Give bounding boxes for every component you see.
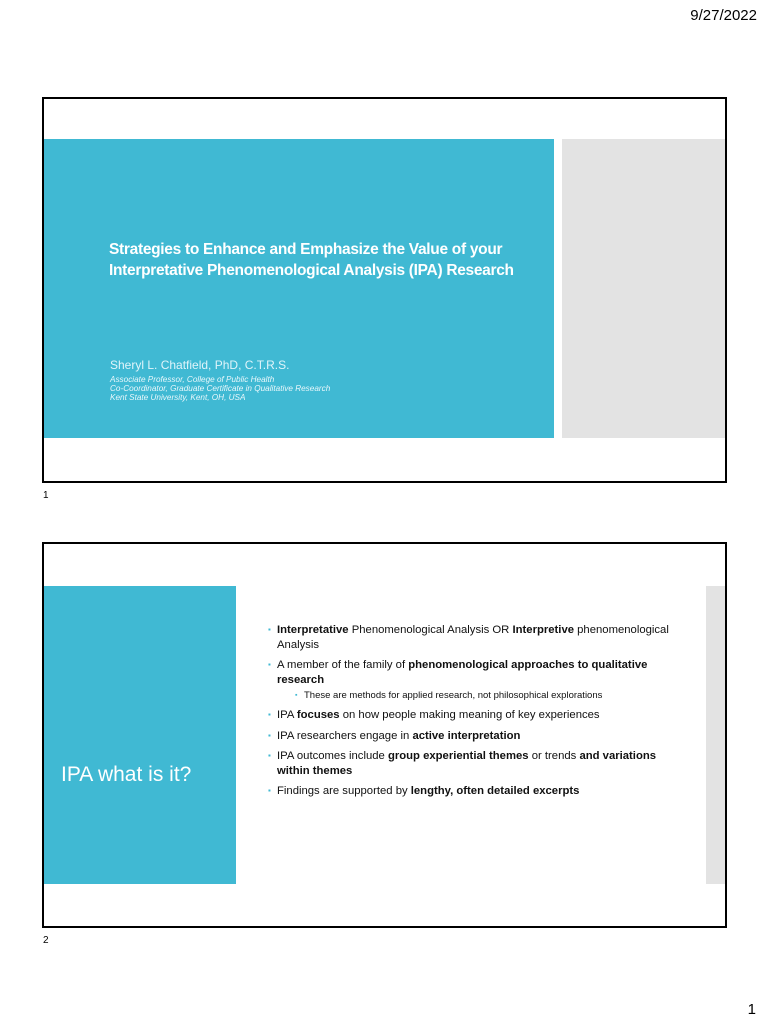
presentation-title: Strategies to Enhance and Emphasize the Value of your Interpretative Phenomenological Analysis (IPA) Research — [109, 241, 514, 279]
bold-text: Interpretative — [277, 624, 349, 636]
bullet-list — [268, 623, 688, 805]
bullet-icon: ▪ — [268, 751, 271, 760]
bold-text: phenomenological approaches to qualitative research — [277, 659, 648, 686]
bullet-icon: ▪ — [268, 625, 271, 634]
text: or trends — [528, 750, 580, 762]
bullet-icon: ▪ — [268, 710, 271, 719]
affiliation-line: Kent State University, Kent, OH, USA — [110, 393, 246, 402]
bold-text: active interpretation — [412, 729, 521, 742]
side-panel — [706, 586, 725, 884]
bold-text: and variations within themes — [277, 750, 657, 777]
bullet-item — [268, 623, 688, 652]
slide-2 — [42, 542, 727, 928]
bullet-item — [268, 749, 688, 778]
bullet-item — [268, 784, 688, 799]
text: A member of the family of — [277, 659, 409, 671]
heading-panel — [44, 586, 236, 884]
bullet-icon: ▪ — [295, 692, 298, 699]
bullet-icon: ▪ — [268, 730, 271, 740]
text: IPA researchers engage in — [277, 729, 413, 742]
text: IPA — [277, 709, 297, 721]
text: These are methods for applied research, not philosophical explorations — [304, 690, 603, 701]
author-name: Sheryl L. Chatfield, PhD, C.T.R.S. — [110, 358, 290, 372]
bullet-item — [268, 658, 688, 702]
text: IPA outcomes include — [277, 750, 388, 762]
bold-text: group experiential themes — [387, 750, 529, 762]
slide-number: 2 — [43, 935, 49, 946]
title-panel — [44, 139, 554, 438]
sub-bullet-item — [277, 690, 688, 702]
slide-1 — [42, 97, 727, 483]
text: phenomenological Analysis — [277, 624, 669, 651]
slide-heading: IPA what is it? — [61, 763, 192, 786]
text: Findings are supported by — [277, 785, 411, 797]
bold-text: focuses — [296, 709, 340, 721]
text: Phenomenological Analysis OR — [348, 624, 513, 636]
bold-text: lengthy, often detailed excerpts — [410, 785, 580, 797]
page-number: 1 — [747, 1001, 756, 1018]
bullet-icon: ▪ — [268, 786, 271, 795]
bullet-item — [268, 708, 688, 723]
bullet-item — [268, 729, 688, 744]
affiliation-line: Associate Professor, College of Public Health — [110, 375, 275, 384]
text: on how people making meaning of key experiences — [339, 709, 600, 721]
page-date: 9/27/2022 — [690, 7, 757, 24]
slide-number: 1 — [43, 490, 49, 501]
side-panel — [562, 139, 725, 438]
bullet-icon: ▪ — [268, 660, 271, 669]
author-affiliation — [110, 375, 330, 402]
affiliation-line: Co-Coordinator, Graduate Certificate in Qualitative Research — [110, 384, 331, 393]
bold-text: Interpretive — [512, 624, 575, 636]
